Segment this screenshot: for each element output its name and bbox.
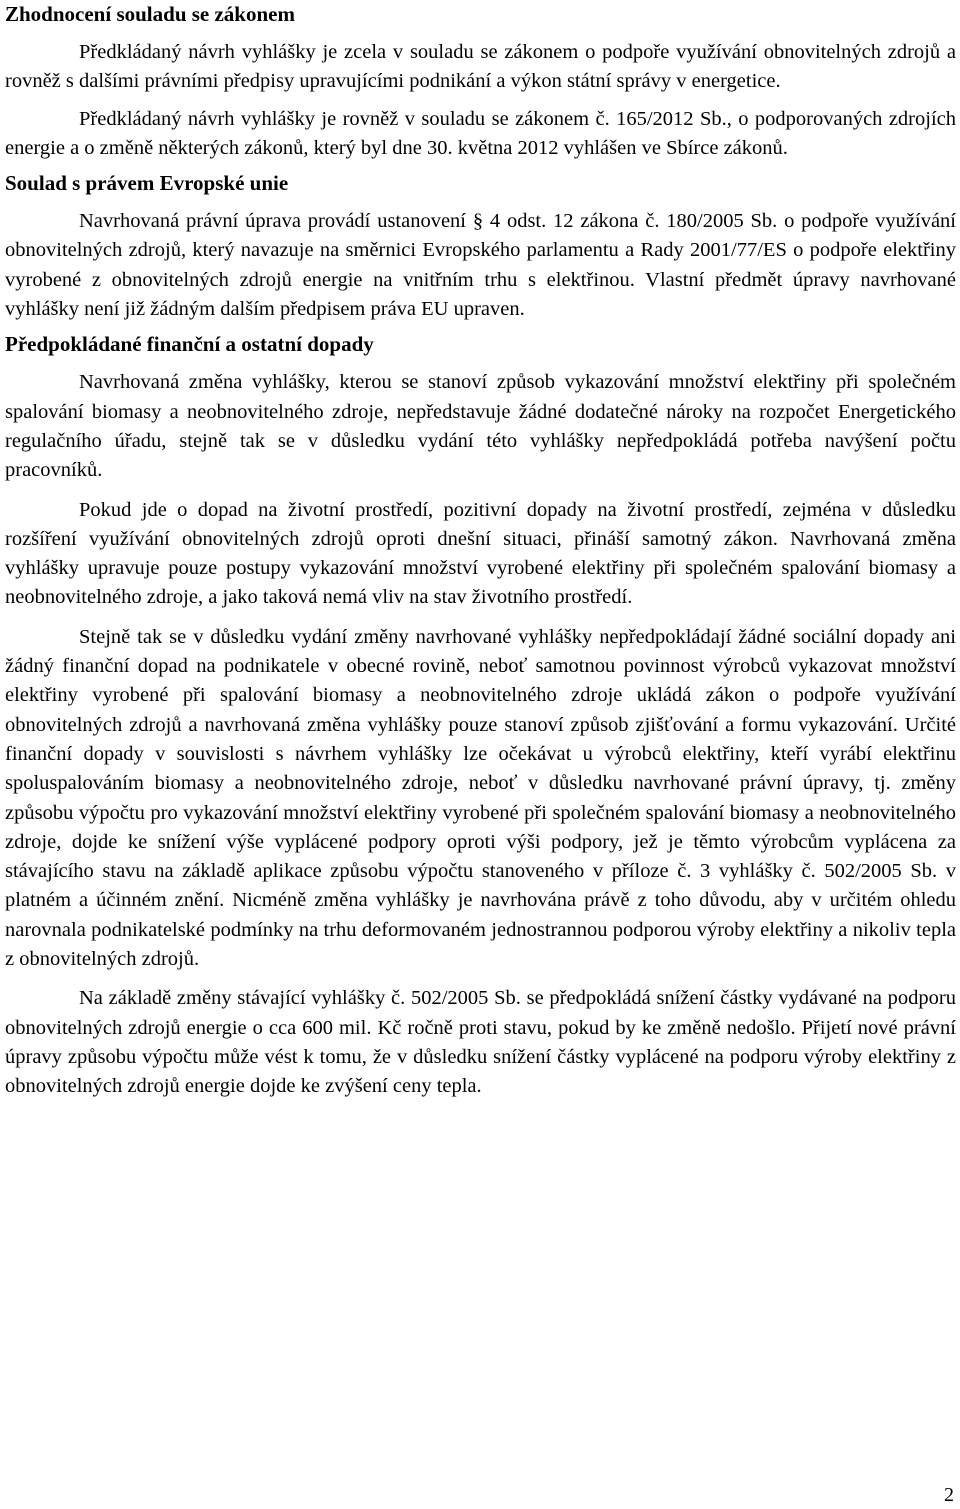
heading-eu-compliance: Soulad s právem Evropské unie (5, 171, 289, 196)
paragraph-impacts-2: Pokud jde o dopad na životní prostředí, pozitivní dopady na životní prostředí, zejména v důsledku rozšíření využívání obnovitelných zdrojů oproti dnešní situaci, přináší samotný zákon. Navrhovaná změna vyhlášky upravuje pouze postupy vykazování množství vyrobené elektřiny při společném spalování biomasy a neobnovitelného zdroje, a jako taková nemá vliv na stav životního prostředí. (5, 498, 956, 609)
page-number: 2 (944, 1484, 954, 1506)
heading-compliance: Zhodnocení souladu se zákonem (5, 2, 295, 26)
paragraph-impacts-3: Stejně tak se v důsledku vydání změny navrhované vyhlášky nepředpokládají žádné sociální dopady ani žádný finanční dopad na podnikatele v obecné rovině, neboť samotnou povinnost výrobců vykazovat množství elektřiny vyrobené při spalování biomasy a neobnovitelného zdroje ukládá zákon o podpoře využívání obnovitelných zdrojů a navrhovaná změna vyhlášky pouze stanoví způsob zjišťování a formu vykazování. Určité finanční dopady v souvislosti s návrhem vyhlášky lze očekávat u výrobců elektřiny, kteří vyrábí elektřinu spoluspalováním biomasy a neobnovitelného zdroje, neboť v důsledku navrhované právní úpravy, tj. změny způsobu výpočtu pro vykazování množství elektřiny vyrobené při společném spalování biomasy a neobnovitelného zdroje, dojde ke snížení výše vyplácené podpory oproti výši podpory, jež je těmto výrobcům vyplácena za stávajícího stavu na základě aplikace způsobu výpočtu stanoveného v příloze č. 3 vyhlášky č. 502/2005 Sb. v platném a účinném znění. Nicméně změna vyhlášky je navrhována právě z toho důvodu, aby v určitém ohledu narovnala podnikatelské podmínky na trhu deformovaném jednostrannou podporou výroby elektřiny a nikoliv tepla z obnovitelných zdrojů. (5, 625, 956, 971)
heading-impacts: Předpokládané finanční a ostatní dopady (5, 332, 374, 357)
paragraph-impacts-4: Na základě změny stávající vyhlášky č. 502/2005 Sb. se předpokládá snížení částky vydávané na podporu obnovitelných zdrojů energie o cca 600 mil. Kč ročně proti stavu, pokud by ke změně nedošlo. Přijetí nové právní úpravy způsobu výpočtu může vést k tomu, že v důsledku snížení částky vyplácené na podporu výroby elektřiny z obnovitelných zdrojů energie dojde ke zvýšení ceny tepla. (5, 987, 956, 1098)
document-page (5, 0, 956, 1102)
paragraph-eu: Navrhovaná právní úprava provádí ustanovení § 4 odst. 12 zákona č. 180/2005 Sb. o podpoře využívání obnovitelných zdrojů, který navazuje na směrnici Evropského parlamentu a Rady 2001/77/ES o podpoře elektřiny vyrobené z obnovitelných zdrojů energie na vnitřním trhu s elektřinou. Vlastní předmět úpravy navrhované vyhlášky není již žádným dalším předpisem práva EU upraven. (5, 210, 956, 321)
paragraph-compliance-2: Předkládaný návrh vyhlášky je rovněž v souladu se zákonem č. 165/2012 Sb., o podporovaných zdrojích energie a o změně některých zákonů, který byl dne 30. května 2012 vyhlášen ve Sbírce zákonů. (5, 107, 956, 159)
paragraph-compliance-1: Předkládaný návrh vyhlášky je zcela v souladu se zákonem o podpoře využívání obnovitelných zdrojů a rovněž s dalšími právními předpisy upravujícími podnikání a výkon státní správy v energetice. (5, 41, 956, 93)
paragraph-impacts-1: Navrhovaná změna vyhlášky, kterou se stanoví způsob vykazování množství elektřiny při společném spalování biomasy a neobnovitelného zdroje, nepředstavuje žádné dodatečné nároky na rozpočet Energetického regulačního úřadu, stejně tak se v důsledku vydání této vyhlášky nepředpokládá potřeba navýšení počtu pracovníků. (5, 371, 956, 482)
